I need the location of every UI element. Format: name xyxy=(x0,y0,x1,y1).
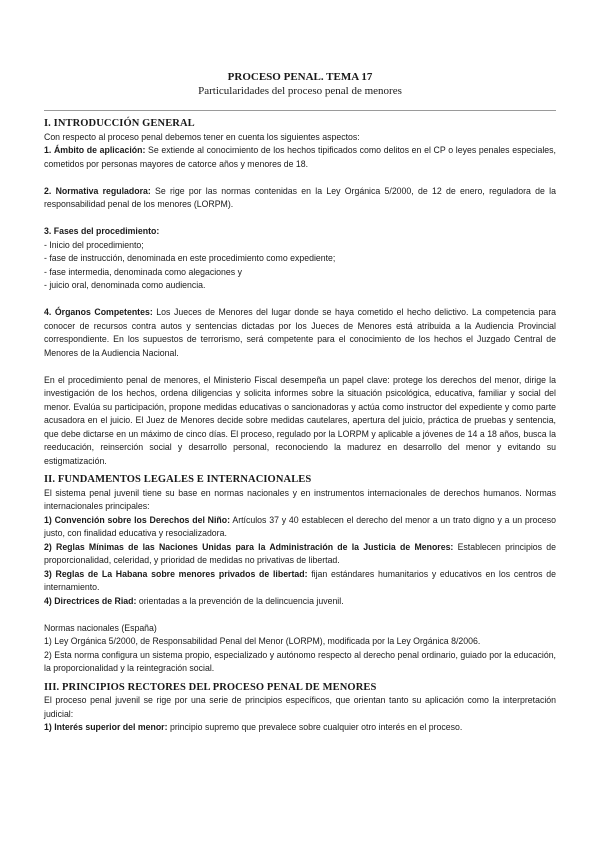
norma-internacional-item: 4) Directrices de Riad: orientadas a la prevención de la delincuencia juvenil. xyxy=(44,595,344,606)
organos-paragraph xyxy=(44,306,556,360)
ambito-text: Se extiende al conocimiento de los hechos tipificados como delitos en el CP o leyes penales especiales, cometidos por personas mayores de catorce años y menores de 18. xyxy=(44,145,556,169)
norma-internacional-item: 2) Reglas Mínimas de las Naciones Unidas para la Administración de la Justicia de Menores: Establecen principios de proporcionalidad, celeridad, y prioridad de medidas no privativas de libertad. xyxy=(44,541,557,565)
title-divider xyxy=(44,110,556,111)
fases-label: 3. Fases del procedimiento: xyxy=(44,226,160,236)
fase-item: - juicio oral, denominada como audiencia. xyxy=(44,280,206,290)
normativa-label: 2. Normativa reguladora: xyxy=(44,185,151,196)
fase-item: - fase intermedia, denominada como alegaciones y xyxy=(44,266,242,277)
normas-nacionales-heading: Normas nacionales (España) xyxy=(44,622,157,633)
fase-item: - fase de instrucción, denominada en este procedimiento como expediente; xyxy=(44,253,336,263)
ambito-label: 1. Ámbito de aplicación: xyxy=(44,145,146,155)
ambito-paragraph xyxy=(44,144,556,171)
principios-intro: El proceso penal juvenil se rige por una serie de principios específicos, que orientan tanto su aplicación como la interpretación judicial: xyxy=(44,695,556,719)
organos-label: 4. Órganos Competentes: xyxy=(44,307,153,317)
section-heading-fundamentos: II. FUNDAMENTOS LEGALES E INTERNACIONALES xyxy=(44,474,312,485)
fase-item: - Inicio del procedimiento; xyxy=(44,239,144,250)
intro-paragraph: Con respecto al proceso penal debemos tener en cuenta los siguientes aspectos: xyxy=(44,131,360,142)
fundamentos-intro: El sistema penal juvenil tiene su base en normas nacionales y en instrumentos internacionales de derechos humanos. Normas internacionales principales: xyxy=(44,487,556,511)
section-heading-introduccion: I. INTRODUCCIÓN GENERAL xyxy=(44,118,195,129)
document-title: PROCESO PENAL. TEMA 17 xyxy=(227,71,373,83)
ministerio-fiscal-paragraph: En el procedimiento penal de menores, el Ministerio Fiscal desempeña un papel clave: protege los derechos del menor, dirige la investigación de los hechos, ordena diligencias y solicita informes sobre la situación psicológica, educativa, familiar y social del menor. Evalúa su participación, propone medidas educativas o sancionadoras y actúa como instructor del expediente y como parte acusadora en el juicio. El Juez de Menores decide sobre medidas cautelares, apertura del juicio, práctica de pruebas y sentencia, que debe dictarse en un máximo de cinco días. El proceso, regulado por la LORPM y aplicable a jóvenes de 14 a 18 años, busca la reeducación, reinserción social y desarrollo personal, reconociendo la madurez en desarrollo del menor y evitando su estigmatización. xyxy=(44,374,556,466)
organos-text: Los Jueces de Menores del lugar donde se haya cometido el hecho delictivo. La competencia para conocer de recursos contra autos y sentencias dictadas por los Jueces de Menores está atribuida a la Audiencia Provincial correspondiente. En los supuestos de terrorismo, será competente para el conocimiento de los hechos el Juzgado Central de Menores de la Audiencia Nacional. xyxy=(44,307,556,358)
norma-internacional-item: 1) Convención sobre los Derechos del Niño: Artículos 37 y 40 establecen el derecho del menor a un trato digno y a un proceso justo, con finalidad educativa y resocializadora. xyxy=(44,514,556,538)
principio-item: 1) Interés superior del menor: principio supremo que prevalece sobre cualquier otro interés en el proceso. xyxy=(44,722,463,732)
norma-internacional-item: 3) Reglas de La Habana sobre menores privados de libertad: fijan estándares humanitarios y educativos en los centros de internamiento. xyxy=(44,568,556,592)
document-subtitle: Particularidades del proceso penal de menores xyxy=(198,85,402,97)
section-heading-principios: III. PRINCIPIOS RECTORES DEL PROCESO PENAL DE MENORES xyxy=(44,681,377,693)
norma-nacional-item: 1) Ley Orgánica 5/2000, de Responsabilidad Penal del Menor (LORPM), modificada por la Ley Orgánica 8/2006. xyxy=(44,636,481,646)
norma-nacional-item: 2) Esta norma configura un sistema propio, especializado y autónomo respecto al derecho penal ordinario, guiado por la educación, la proporcionalidad y la reintegración social. xyxy=(44,649,556,673)
normativa-text: Se rige por las normas contenidas en la Ley Orgánica 5/2000, de 12 de enero, reguladora de la responsabilidad penal de los menores (LORPM). xyxy=(44,185,556,209)
normativa-paragraph xyxy=(44,185,556,212)
